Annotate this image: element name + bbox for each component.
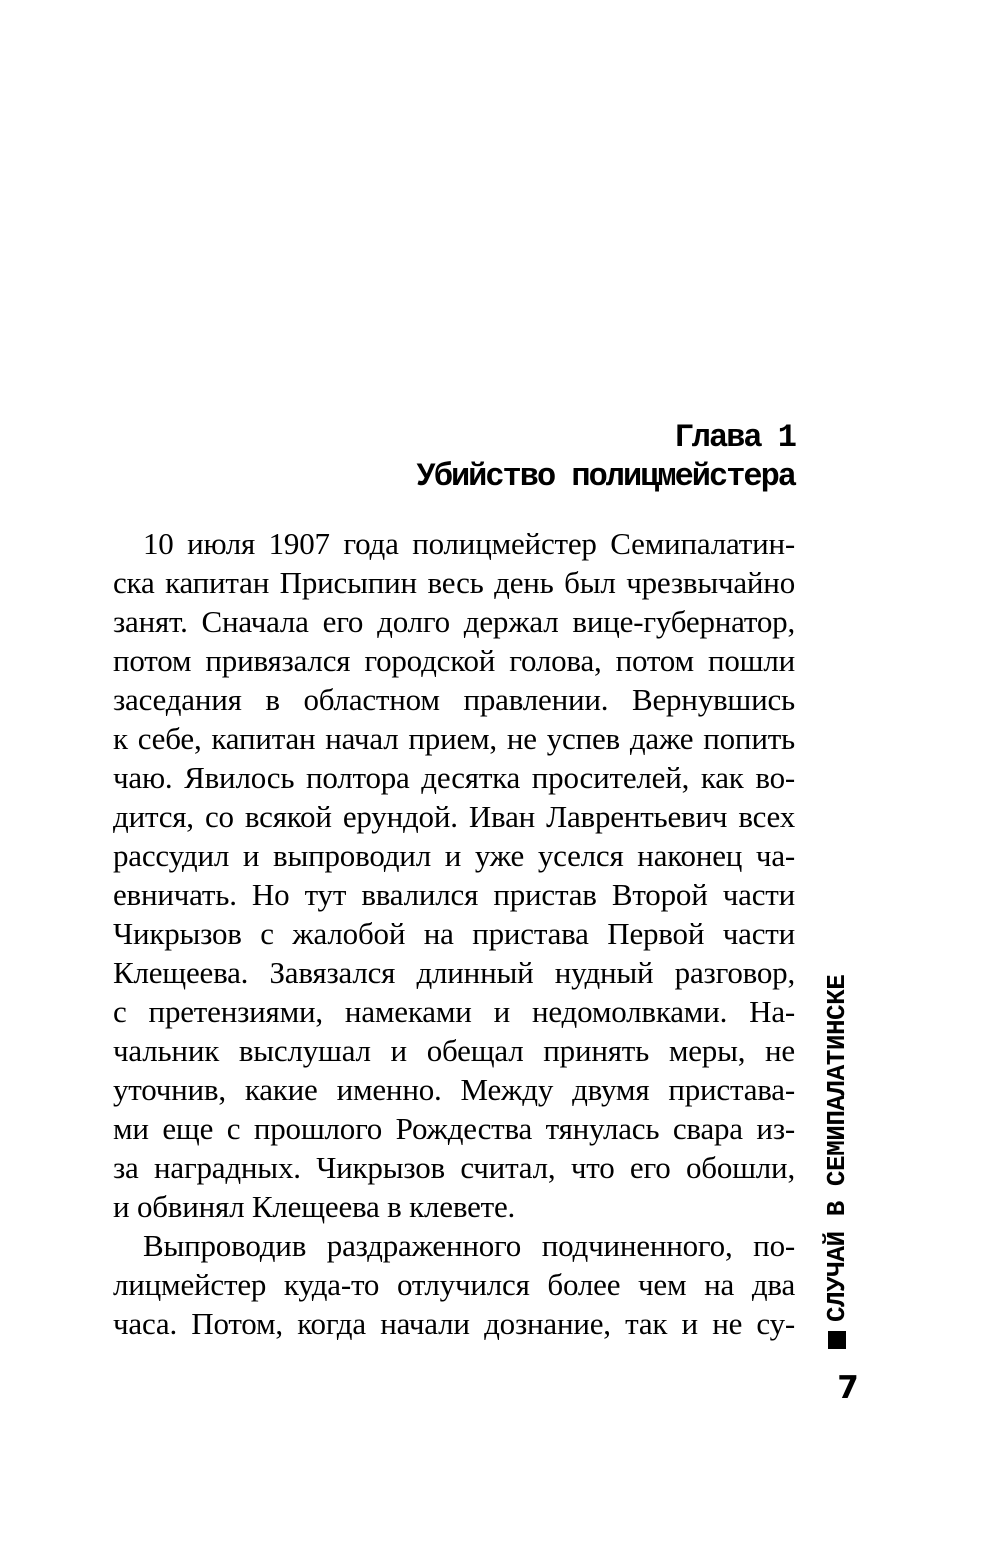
body-line: занят. Сначала его долго держал вице-губернатор, — [113, 604, 795, 639]
body-line: рассудил и выпроводил и уже уселся наконец ча- — [113, 838, 795, 873]
body-line: чальник выслушал и обещал принять меры, не — [113, 1033, 795, 1068]
body-line: ми еще с прошлого Рождества тянулась свара из- — [113, 1111, 795, 1146]
body-line: евничать. Но тут ввалился пристав Второй части — [113, 877, 795, 912]
body-line: к себе, капитан начал прием, не успев даже попить — [113, 721, 795, 756]
series-title-strip — [820, 949, 854, 1349]
body-line: уточнив, какие именно. Между двумя пристава- — [113, 1072, 795, 1107]
body-line: 10 июля 1907 года полицмейстер Семипалатин- — [143, 526, 795, 561]
body-line: Клещеева. Завязался длинный нудный разговор, — [113, 955, 795, 990]
chapter-number: Глава 1 — [674, 419, 795, 456]
body-line: ска капитан Присыпин весь день был чрезвычайно — [113, 565, 795, 600]
chapter-heading — [113, 418, 795, 496]
chapter-title: Убийство полицмейстера — [416, 458, 795, 495]
series-marker-square-icon — [828, 1331, 846, 1349]
body-line: потом привязался городской голова, потом пошли — [113, 643, 795, 678]
body-line: и обвинял Клещеева в клевете. — [113, 1189, 516, 1224]
body-line: Выпроводив раздраженного подчиненного, по- — [143, 1228, 795, 1263]
body-line: часа. Потом, когда начали дознание, так и не су- — [113, 1306, 795, 1341]
body-line: за наградных. Чикрызов считал, что его обошли, — [113, 1150, 795, 1185]
body-line: лицмейстер куда-то отлучился более чем на два — [113, 1267, 795, 1302]
body-line: дится, со всякой ерундой. Иван Лаврентьевич всех — [113, 799, 795, 834]
page-number: 7 — [837, 1370, 859, 1406]
series-title: СЛУЧАЙ В СЕМИПАЛАТИНСКЕ — [822, 974, 852, 1322]
body-line: с претензиями, намеками и недомолвками. На- — [113, 994, 795, 1029]
body-line: Чикрызов с жалобой на пристава Первой части — [113, 916, 795, 951]
body-line: заседания в областном правлении. Вернувшись — [113, 682, 795, 717]
body-line: чаю. Явилось полтора десятка просителей, как во- — [113, 760, 795, 795]
body-text — [113, 524, 795, 1343]
